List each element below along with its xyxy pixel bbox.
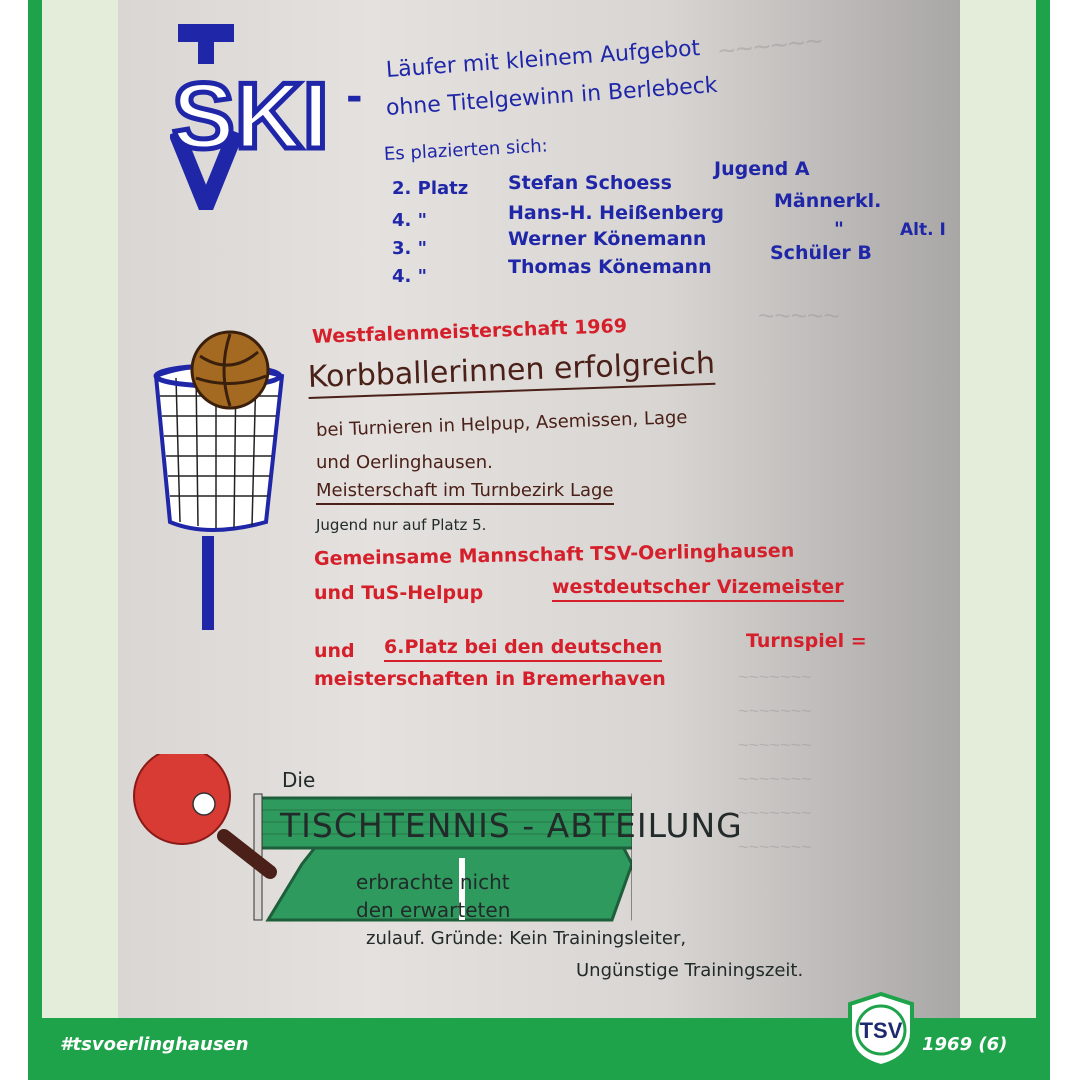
- ski-dash: -: [346, 74, 363, 120]
- ski-intro: Es plazierten sich:: [383, 135, 549, 165]
- bleed-through-text: ~~~~~: [758, 300, 840, 331]
- footer-hashtag: #tsvoerlinghausen: [60, 1034, 249, 1055]
- tischtennis-line-1: erbrachte nicht: [356, 870, 510, 894]
- result-place: 2. Platz: [392, 178, 469, 199]
- korbball-red-3c: Turnspiel =: [746, 630, 867, 652]
- basketball-hoop-illustration: [146, 326, 296, 632]
- ski-logo-word: SKI: [172, 63, 329, 168]
- result-place: 3. ": [392, 238, 428, 259]
- korbball-red-2a: und TuS-Helpup: [314, 582, 484, 604]
- korbball-red-1: Gemeinsame Mannschaft TSV-Oerlinghausen: [313, 539, 795, 570]
- result-class: Männerkl.: [774, 190, 882, 212]
- scrapbook-page: [118, 0, 960, 1018]
- ski-headline-2: ohne Titelgewinn in Berlebeck: [385, 72, 719, 121]
- korbball-title: Korbballerinnen erfolgreich: [307, 346, 715, 399]
- result-name: Thomas Könemann: [508, 256, 712, 278]
- result-class: Schüler B: [770, 242, 872, 264]
- result-extra: Alt. I: [900, 220, 946, 240]
- result-name: Stefan Schoess: [508, 172, 672, 194]
- footer-page-label: 1969 (6): [922, 1034, 1008, 1055]
- result-class: ": [834, 218, 844, 240]
- korbball-subtitle: Westfalenmeisterschaft 1969: [311, 315, 628, 348]
- tischtennis-line-3: zulauf. Gründe: Kein Trainingsleiter,: [366, 928, 687, 949]
- club-logo-letters: TSV: [859, 1018, 903, 1043]
- tischtennis-title: TISCHTENNIS - ABTEILUNG: [280, 806, 743, 845]
- korbball-line-4: Jugend nur auf Platz 5.: [316, 516, 487, 534]
- korbball-red-3a: und: [314, 640, 355, 662]
- result-name: Werner Könemann: [508, 228, 707, 250]
- tischtennis-line-2: den erwarteten: [356, 898, 511, 922]
- korbball-red-4: meisterschaften in Bremerhaven: [314, 668, 666, 690]
- result-place: 4. ": [392, 266, 428, 287]
- korbball-red-3b: 6.Platz bei den deutschen: [384, 636, 662, 662]
- club-logo-icon: [846, 992, 916, 1068]
- korbball-line-3: Meisterschaft im Turnbezirk Lage: [316, 480, 614, 505]
- tischtennis-die: Die: [282, 768, 316, 792]
- korbball-line-2: und Oerlinghausen.: [316, 452, 493, 473]
- bleed-through-text: ~~~~~~: [716, 24, 825, 69]
- result-name: Hans-H. Heißenberg: [508, 202, 725, 224]
- result-place: 4. ": [392, 210, 428, 231]
- korbball-line-1: bei Turnieren in Helpup, Asemissen, Lage: [315, 407, 688, 441]
- bleed-through-text: ~~~~~~~ ~~~~~~~ ~~~~~~~ ~~~~~~~ ~~~~~~~ ~~~~~~~: [738, 667, 812, 857]
- result-class: Jugend A: [714, 158, 810, 180]
- korbball-red-2b: westdeutscher Vizemeister: [552, 576, 844, 602]
- ski-headline-1: Läufer mit kleinem Aufgebot: [385, 36, 701, 83]
- tischtennis-line-4: Ungünstige Trainingszeit.: [576, 960, 804, 981]
